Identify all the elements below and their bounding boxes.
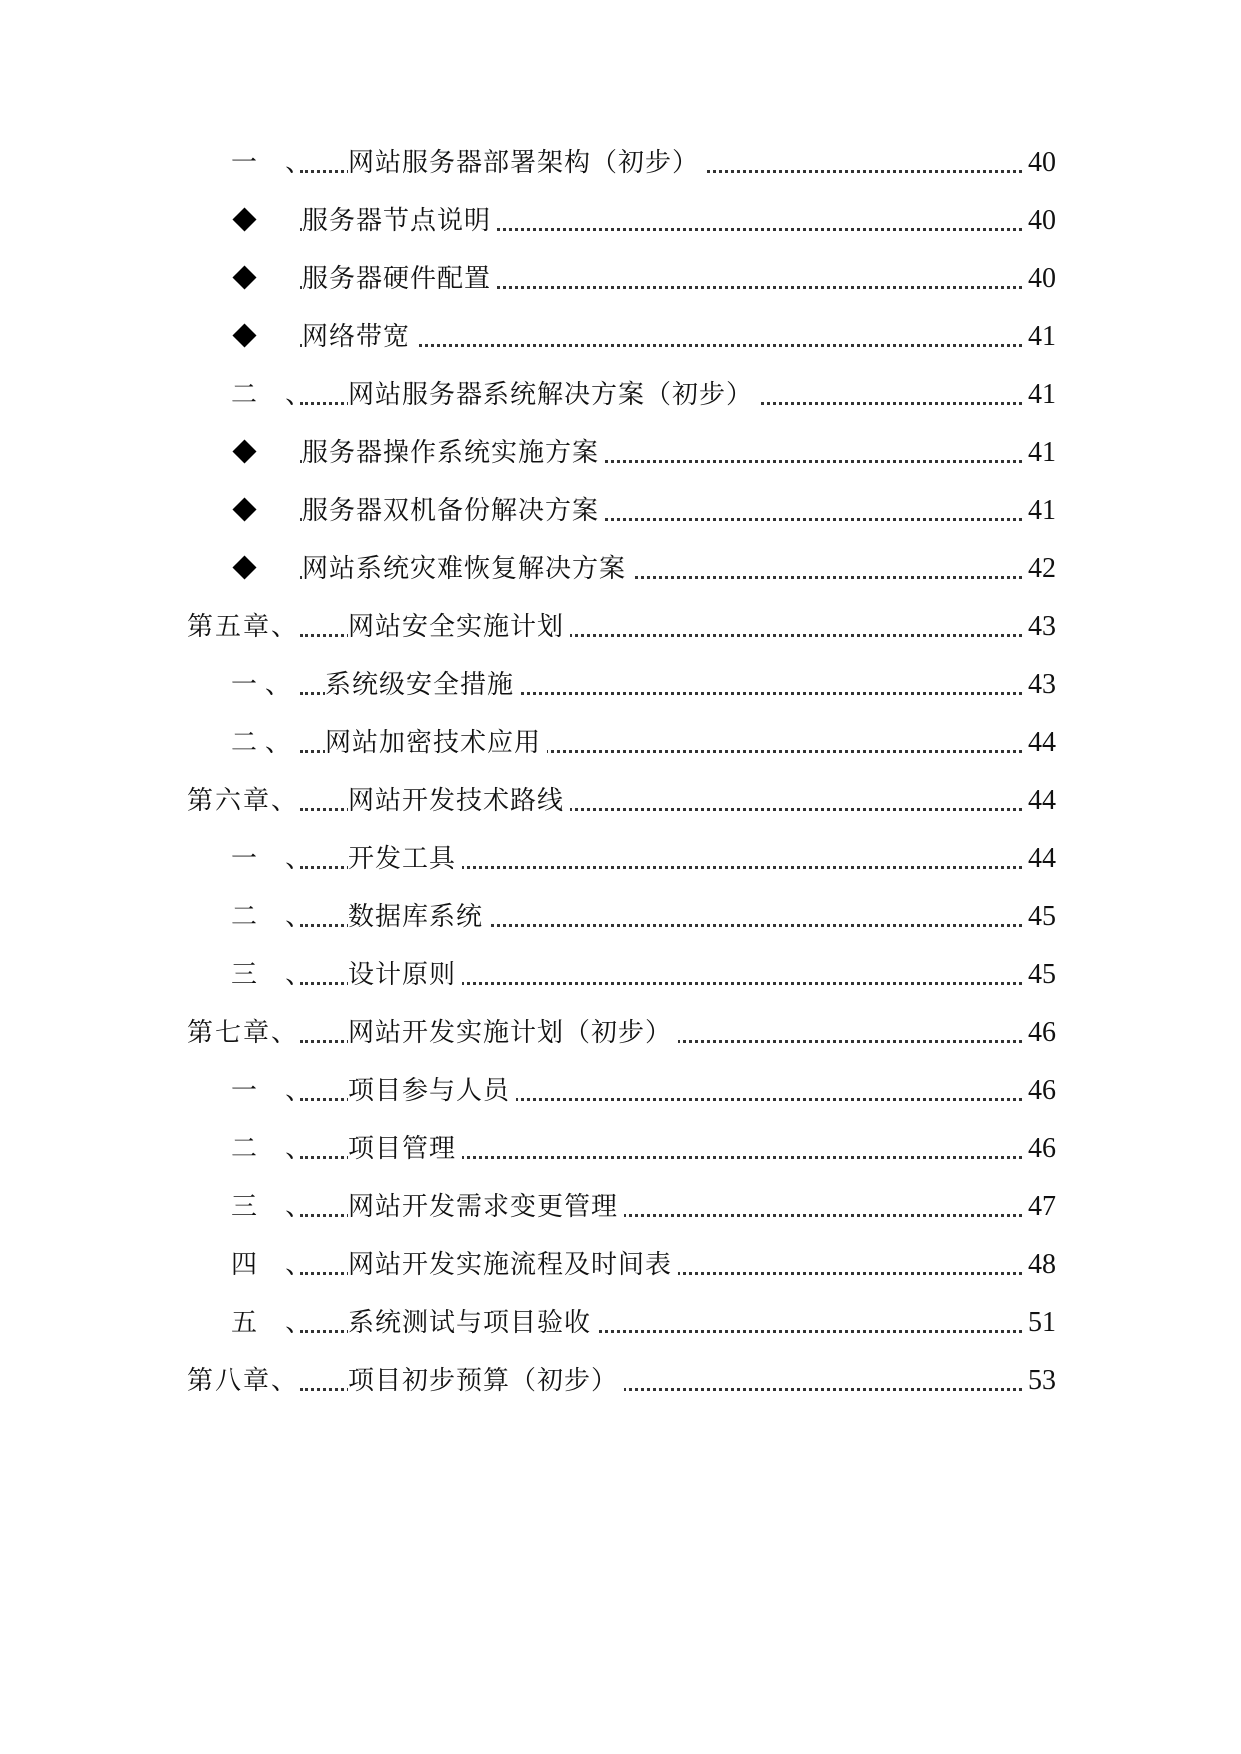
toc-entry[interactable] xyxy=(0,317,1241,357)
diamond-bullet-icon xyxy=(232,265,256,289)
toc-entry-title: 网站服务器系统解决方案（初步） xyxy=(348,375,759,415)
toc-entry-title: 服务器节点说明 xyxy=(302,201,497,241)
toc-entry-title: 服务器操作系统实施方案 xyxy=(302,433,605,473)
toc-entry-page: 46 xyxy=(1025,1071,1056,1111)
toc-entry[interactable] xyxy=(0,375,1241,415)
toc-entry[interactable] xyxy=(0,549,1241,589)
toc-entry-label: 第六章、 xyxy=(187,786,300,816)
toc-entry-page: 41 xyxy=(1025,317,1056,357)
diamond-bullet-icon xyxy=(232,497,256,521)
toc-entry-page: 44 xyxy=(1025,781,1056,821)
toc-entry-page: 46 xyxy=(1025,1013,1056,1053)
toc-entry-page: 41 xyxy=(1025,433,1056,473)
toc-entry-title: 网络带宽 xyxy=(302,317,416,357)
toc-entry-label: 第五章、 xyxy=(187,612,300,642)
toc-chapter-entry[interactable] xyxy=(0,1361,1241,1401)
toc-entry-title: 系统级安全措施 xyxy=(325,665,520,705)
toc-entry[interactable] xyxy=(0,839,1241,879)
toc-entry-page: 46 xyxy=(1025,1129,1056,1169)
diamond-bullet-icon xyxy=(232,439,256,463)
toc-entry-label: 二 、 xyxy=(231,380,322,410)
toc-entry[interactable] xyxy=(0,491,1241,531)
toc-entry-title: 网站开发实施计划（初步） xyxy=(348,1013,678,1053)
toc-entry-page: 40 xyxy=(1025,201,1056,241)
toc-entry-title: 网站开发实施流程及时间表 xyxy=(348,1245,678,1285)
toc-entry-label: 一、 xyxy=(231,670,300,700)
toc-entry-title: 数据库系统 xyxy=(348,897,489,937)
toc-chapter-entry[interactable] xyxy=(0,1013,1241,1053)
toc-entry-page: 44 xyxy=(1025,839,1056,879)
toc-entry-page: 48 xyxy=(1025,1245,1056,1285)
toc-entry-page: 42 xyxy=(1025,549,1056,589)
toc-chapter-entry[interactable] xyxy=(0,781,1241,821)
toc-entry-title: 网站开发技术路线 xyxy=(348,781,570,821)
toc-entry-label: 三 、 xyxy=(231,960,322,990)
toc-entry-title: 服务器双机备份解决方案 xyxy=(302,491,605,531)
toc-entry-page: 47 xyxy=(1025,1187,1056,1227)
toc-entry-label: 一 、 xyxy=(231,844,322,874)
toc-entry[interactable] xyxy=(0,259,1241,299)
toc-entry-title: 网站安全实施计划 xyxy=(348,607,570,647)
toc-entry-title: 项目参与人员 xyxy=(348,1071,516,1111)
toc-entry[interactable] xyxy=(0,201,1241,241)
toc-entry-title: 系统测试与项目验收 xyxy=(348,1303,597,1343)
toc-entry[interactable] xyxy=(0,665,1241,705)
toc-entry-label: 一 、 xyxy=(231,1076,322,1106)
toc-entry-page: 43 xyxy=(1025,665,1056,705)
toc-entry-label: 第七章、 xyxy=(187,1018,300,1048)
toc-entry-title: 服务器硬件配置 xyxy=(302,259,497,299)
toc-entry[interactable] xyxy=(0,1129,1241,1169)
toc-entry-title: 网站开发需求变更管理 xyxy=(348,1187,624,1227)
diamond-bullet-icon xyxy=(232,555,256,579)
toc-entry-label: 二 、 xyxy=(231,1134,322,1164)
toc-entry-label: 四 、 xyxy=(231,1250,322,1280)
toc-entry-label: 五 、 xyxy=(231,1308,322,1338)
toc-entry-page: 44 xyxy=(1025,723,1056,763)
toc-entry[interactable] xyxy=(0,1187,1241,1227)
toc-entry-page: 51 xyxy=(1025,1303,1056,1343)
toc-entry-label: 一 、 xyxy=(231,148,322,178)
toc-entry-label: 二、 xyxy=(231,728,300,758)
toc-entry[interactable] xyxy=(0,143,1241,183)
toc-entry-title: 项目初步预算（初步） xyxy=(348,1361,624,1401)
toc-entry[interactable] xyxy=(0,1071,1241,1111)
diamond-bullet-icon xyxy=(232,207,256,231)
toc-entry-label: 第八章、 xyxy=(187,1366,300,1396)
toc-entry[interactable] xyxy=(0,433,1241,473)
toc-chapter-entry[interactable] xyxy=(0,607,1241,647)
toc-entry[interactable] xyxy=(0,955,1241,995)
toc-entry-page: 40 xyxy=(1025,143,1056,183)
diamond-bullet-icon xyxy=(232,323,256,347)
toc-entry-title: 开发工具 xyxy=(348,839,462,879)
toc-entry-label: 二 、 xyxy=(231,902,322,932)
toc-entry-page: 43 xyxy=(1025,607,1056,647)
toc-entry[interactable] xyxy=(0,1245,1241,1285)
toc-entry-title: 项目管理 xyxy=(348,1129,462,1169)
toc-entry-page: 53 xyxy=(1025,1361,1056,1401)
toc-entry-page: 45 xyxy=(1025,897,1056,937)
toc-entry-label: 三 、 xyxy=(231,1192,322,1222)
toc-entry-title: 网站服务器部署架构（初步） xyxy=(348,143,705,183)
toc-entry-title: 网站系统灾难恢复解决方案 xyxy=(302,549,632,589)
toc-entry-title: 网站加密技术应用 xyxy=(325,723,547,763)
toc-entry[interactable] xyxy=(0,1303,1241,1343)
toc-entry-page: 45 xyxy=(1025,955,1056,995)
toc-entry-page: 41 xyxy=(1025,375,1056,415)
toc-entry-page: 40 xyxy=(1025,259,1056,299)
toc-entry[interactable] xyxy=(0,897,1241,937)
toc-entry[interactable] xyxy=(0,723,1241,763)
toc-entry-page: 41 xyxy=(1025,491,1056,531)
toc-entry-title: 设计原则 xyxy=(348,955,462,995)
